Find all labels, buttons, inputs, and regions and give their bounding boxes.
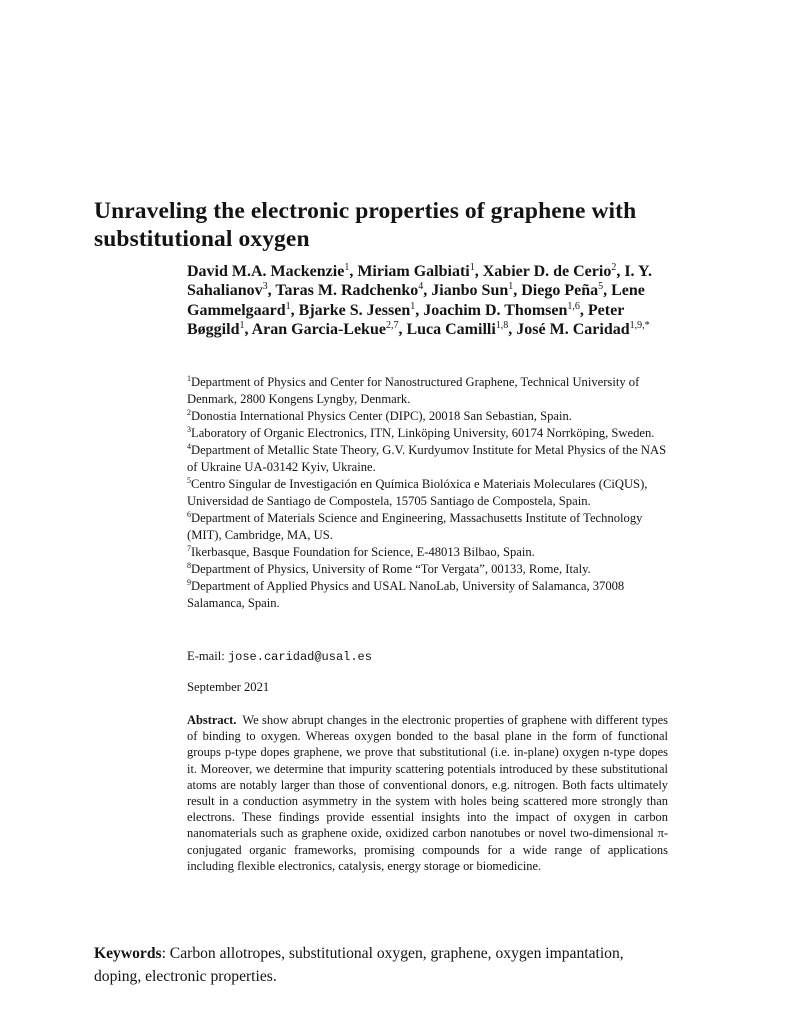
author <box>516 321 649 338</box>
affiliation-number: 7 <box>187 544 191 553</box>
paper-title: Unraveling the electronic properties of graphene with substitutional oxygen <box>94 197 637 252</box>
affiliation-text: Donostia International Physics Center (DIPC), 20018 San Sebastian, Spain. <box>191 409 572 423</box>
author-affiliation-mark: 1 <box>508 281 514 293</box>
author-name: David M.A. Mackenzie <box>187 263 345 280</box>
author-affiliation-mark: 2,7 <box>385 320 399 332</box>
affiliation-number: 5 <box>187 476 191 485</box>
abstract <box>187 712 668 874</box>
author <box>357 263 474 280</box>
keywords-text: : Carbon allotropes, substitutional oxygen, graphene, oxygen impantation, doping, electronic properties. <box>94 945 624 985</box>
affiliation <box>187 578 667 612</box>
author-name: Miriam Galbiati <box>357 263 470 280</box>
affiliation <box>187 510 667 544</box>
email-address[interactable]: jose.caridad@usal.es <box>227 650 372 664</box>
abstract-label: Abstract. <box>187 713 237 727</box>
author-affiliation-mark: 1 <box>239 320 245 332</box>
affiliation <box>187 476 667 510</box>
affiliation-number: 3 <box>187 425 191 434</box>
affiliation <box>187 408 667 425</box>
affiliation-text: Department of Metallic State Theory, G.V. Kurdyumov Institute for Metal Physics of the NAS of Ukraine UA-03142 Kyiv, Ukraine. <box>187 443 667 474</box>
author-name: Xabier D. de Cerio <box>482 263 612 280</box>
affiliation-list <box>187 374 667 612</box>
author-affiliation-mark: 1 <box>285 300 291 312</box>
author-name: Lene Gammelgaard <box>187 282 645 319</box>
author-list: David M.A. Mackenzie$^1$, Miriam Galbiati$^1$, Xabier D. de Cerio$^2$, I. Y. Sahalianov$^3$, Taras M. Radchenko$^4$, Jianbo Sun$^1$, Diego Peña$^5$, Lene Gammelgaard$^1$, Bjarke S. Jessen$^1$, Joachim D. Thomsen$^{1,6}$, Peter Bøggild$^1$, Aran Garcia-Lekue$^{2,7}$, Luca Camilli$^{1,8}$, José M. Caridad$^{1,9,*}$ <box>187 262 653 339</box>
author <box>252 321 399 338</box>
affiliation-text: Department of Physics, University of Rome “Tor Vergata”, 00133, Rome, Italy. <box>191 562 591 576</box>
author-name: Peter Bøggild <box>187 301 625 339</box>
author <box>431 282 513 299</box>
author <box>187 263 349 280</box>
affiliation-text: Centro Singular de Investigación en Química Biolóxica e Materiais Moleculares (CiQUS), Universidad de Santiago de Compostela, 15705 Santiago de Compostela, Spain. <box>187 477 648 508</box>
affiliation-text: Laboratory of Organic Electronics, ITN, Linköping University, 60174 Norrköping, Sweden. <box>191 426 655 440</box>
author-name: Taras M. Radchenko <box>275 282 419 300</box>
affiliation <box>187 561 667 578</box>
author-affiliation-mark: 5 <box>598 281 604 293</box>
author-name: Aran Garcia-Lekue <box>251 321 386 339</box>
affiliation-number: 6 <box>187 510 191 519</box>
keywords-label: Keywords <box>94 945 162 962</box>
author <box>483 263 617 280</box>
author-affiliation-mark: 1 <box>344 262 350 273</box>
affiliation <box>187 442 667 476</box>
affiliation-number: 9 <box>187 578 191 587</box>
affiliation <box>187 425 667 442</box>
author-affiliation-mark: 1,8 <box>495 320 509 332</box>
affiliation-number: 8 <box>187 561 191 570</box>
author-name: Jianbo Sun <box>431 282 509 300</box>
author-affiliation-mark: 3 <box>262 281 268 293</box>
affiliation-number: 2 <box>187 408 191 417</box>
abstract-text: We show abrupt changes in the electronic properties of graphene with different types of binding to oxygen. Whereas oxygen bonded to the basal plane in the form of functional groups p-type dopes graphene, we prove that substitutional (i.e. in-plane) oxygen n-type dopes it. Moreover, we determine that impurity scattering potentials introduced by these substitutional atoms are notably larger than those of conventional donors, e.g. nitrogen. Both facts ultimately result in a conduction asymmetry in the system with holes being scattered more strongly than electrons. These findings provide essential insights into the impact of oxygen in carbon nanomaterials such as graphene oxide, oxidized carbon nanotubes or novel two-dimensional π-conjugated organic frameworks, promising compounds for a wide range of applications including flexible electronics, catalysis, energy storage or biomedicine. <box>187 713 668 873</box>
corresponding-email <box>187 648 372 666</box>
author-name: Luca Camilli <box>406 321 496 339</box>
author-name: I. Y. Sahalianov <box>187 263 653 300</box>
author <box>406 321 508 338</box>
keywords <box>94 942 674 988</box>
author <box>423 302 580 319</box>
affiliation <box>187 544 667 561</box>
affiliation-text: Department of Applied Physics and USAL NanoLab, University of Salamanca, 37008 Salamanca, Spain. <box>187 579 625 610</box>
author-name: Joachim D. Thomsen <box>423 301 568 319</box>
affiliation-number: 4 <box>187 442 191 451</box>
author <box>275 282 423 299</box>
author-affiliation-mark: 1 <box>469 262 475 273</box>
author-affiliation-mark: 1,9,* <box>629 320 650 332</box>
author-name: José M. Caridad <box>516 321 630 339</box>
author-affiliation-mark: 4 <box>418 281 424 293</box>
author <box>521 282 603 299</box>
author-affiliation-mark: 1,6 <box>567 300 580 312</box>
author-affiliation-mark: 2 <box>611 262 617 273</box>
publication-date: September 2021 <box>187 680 270 694</box>
email-label: E-mail: <box>187 649 225 663</box>
affiliation-text: Department of Physics and Center for Nanostructured Graphene, Technical University of Denmark, 2800 Kongens Lyngby, Denmark. <box>187 375 640 406</box>
affiliation-text: Department of Materials Science and Engineering, Massachusetts Institute of Technology (MIT), Cambridge, MA, US. <box>187 511 643 542</box>
affiliation-number: 1 <box>187 374 191 383</box>
author-name: Diego Peña <box>521 282 599 300</box>
author-affiliation-mark: 1 <box>410 300 416 312</box>
affiliation-text: Ikerbasque, Basque Foundation for Science, E-48013 Bilbao, Spain. <box>191 545 535 559</box>
affiliation <box>187 374 667 408</box>
author <box>299 302 416 319</box>
author-name: Bjarke S. Jessen <box>298 301 411 319</box>
